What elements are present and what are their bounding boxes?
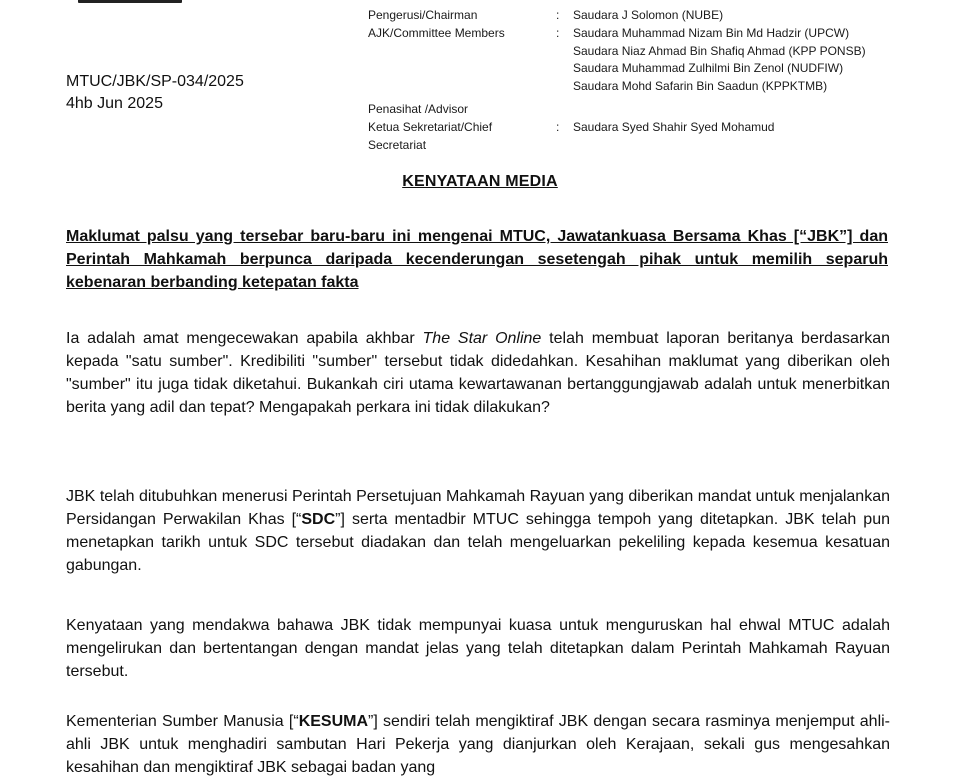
statement-title: KENYATAAN MEDIA	[402, 173, 558, 190]
letter-date: 4hb Jun 2025	[66, 95, 163, 112]
members-names	[573, 25, 928, 96]
committee-row-secretary	[368, 119, 928, 155]
kesuma-term: KESUMA	[298, 713, 369, 730]
secretary-name: Saudara Syed Shahir Syed Mohamud	[573, 119, 775, 134]
reference-number: MTUC/JBK/SP-034/2025	[66, 73, 244, 90]
paragraph-1: Ia adalah amat mengecewakan apabila akhbar The Star Online telah membuat laporan beritanya berdasarkan kepada "satu sumber". Kredibiliti "sumber" tersebut tidak didedahkan. Kesahihan maklumat yang diberikan oleh "sumber" itu juga tidak diketahui. Bukankah ciri utama kewartawanan bertanggungjawab adalah untuk menerbitkan berita yang adil dan tepat? Mengapakah perkara ini tidak dilakukan?	[66, 330, 891, 416]
committee-row-chairman	[368, 7, 928, 25]
member-name: Saudara Muhammad Nizam Bin Md Hadzir (UPCW)	[573, 25, 850, 40]
paragraph-4: Kementerian Sumber Manusia [“KESUMA”] sendiri telah mengiktiraf JBK dengan secara rasminya menjemput ahli-ahli JBK untuk menghadiri sambutan Hari Pekerja yang dianjurkan oleh Kerajaan, sekali gus mengesahkan kesahihan dan mengiktiraf JBK sebagai badan yang	[66, 713, 891, 776]
role-label: AJK/Committee Members	[368, 25, 505, 40]
member-name: Saudara Muhammad Zulhilmi Bin Zenol (NUDFIW)	[573, 61, 844, 76]
paragraph-3: Kenyataan yang mendakwa bahawa JBK tidak mempunyai kuasa untuk menguruskan hal ehwal MTUC adalah mengelirukan dan bertentangan dengan mandat jelas yang telah ditetapkan dalam Perintah Mahkamah Rayuan tersebut.	[66, 617, 890, 680]
committee-list	[368, 7, 928, 154]
colon-separator: :	[556, 25, 560, 40]
sdc-term: SDC	[301, 511, 336, 528]
member-name: Saudara Mohd Safarin Bin Saadun (KPPKTMB)	[573, 79, 828, 94]
colon-separator: :	[556, 119, 560, 134]
paragraph-2: JBK telah ditubuhkan menerusi Perintah Persetujuan Mahkamah Rayuan yang diberikan mandat untuk menjalankan Persidangan Perwakilan Khas [“SDC”] serta mentadbir MTUC sehingga tempoh yang ditetapkan. JBK telah pun menetapkan tarikh untuk SDC tersebut diadakan dan telah mengeluarkan pekeliling kepada kesemua kesatuan gabungan.	[66, 488, 890, 574]
chairman-name: Saudara J Solomon (NUBE)	[573, 8, 724, 22]
colon-separator: :	[556, 8, 560, 22]
role-label: Pengerusi/Chairman	[368, 8, 478, 22]
letterhead-edge	[78, 0, 182, 3]
member-name: Saudara Niaz Ahmad Bin Shafiq Ahmad (KPP PONSB)	[573, 43, 866, 58]
reference-block	[66, 71, 244, 115]
role-label: Ketua Sekretariat/Chief Secretariat	[368, 119, 493, 152]
committee-row-advisor	[368, 101, 928, 119]
statement-headline: Maklumat palsu yang tersebar baru-baru ini mengenai MTUC, Jawatankuasa Bersama Khas [“JBK”] dan Perintah Mahkamah berpunca daripada kecenderungan sesetengah pihak untuk memilih separuh kebenaran berbanding ketepatan fakta	[66, 228, 888, 291]
role-label: Penasihat /Advisor	[368, 101, 469, 116]
newspaper-name: The Star Online	[422, 330, 542, 347]
committee-row-members	[368, 25, 928, 96]
